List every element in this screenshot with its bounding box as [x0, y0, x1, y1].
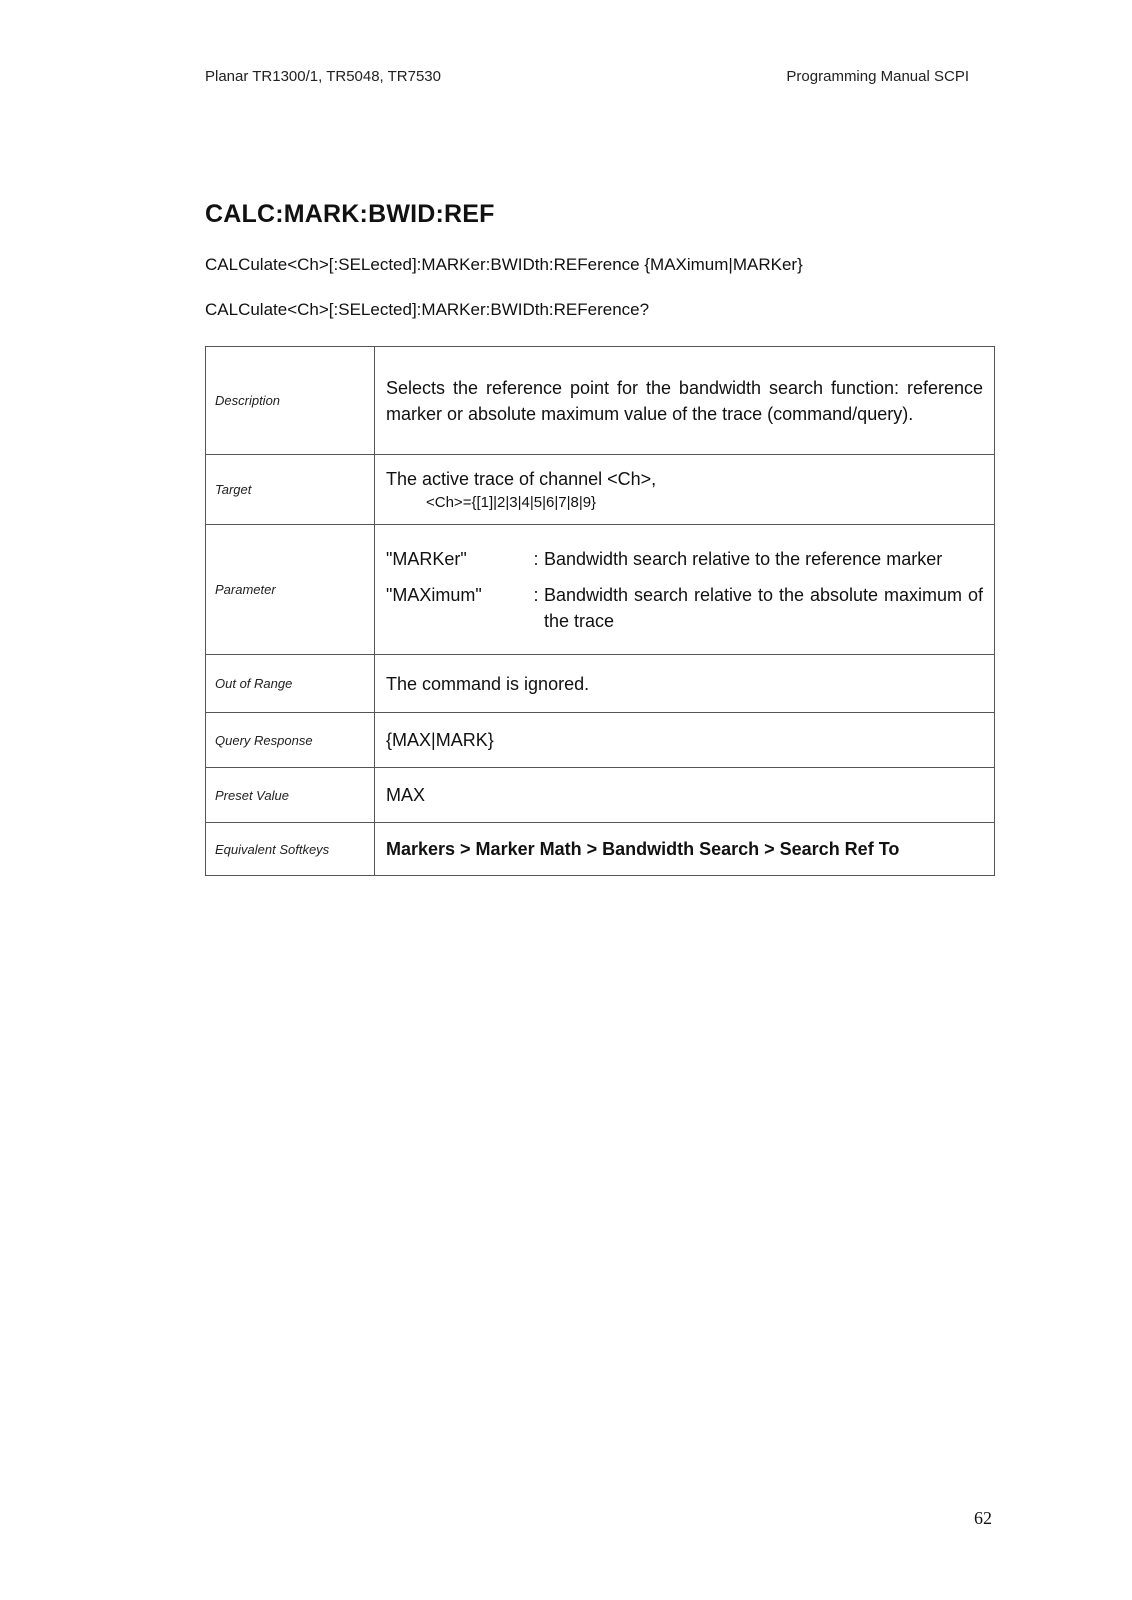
query-response-row: [206, 713, 995, 768]
header-manual-title: Programming Manual SCPI: [786, 68, 969, 85]
preset-value-row: [206, 768, 995, 823]
target-channel-range: <Ch>={[1]|2|3|4|5|6|7|8|9}: [426, 493, 597, 511]
parameter-name-marker: "MARKer": [386, 548, 467, 569]
parameter-row: [206, 525, 995, 655]
out-of-range-text: The command is ignored.: [375, 655, 995, 713]
query-syntax: CALCulate<Ch>[:SELected]:MARKer:BWIDth:REFerence?: [205, 300, 650, 319]
parameter-desc-maximum: Bandwidth search relative to the absolute maximum of the trace: [544, 584, 983, 631]
parameter-desc-marker: Bandwidth search relative to the reference marker: [544, 548, 943, 569]
preset-value-label: Preset Value: [206, 768, 375, 823]
command-spec-table: [205, 346, 995, 876]
target-label: Target: [206, 455, 375, 525]
softkeys-label: Equivalent Softkeys: [206, 823, 375, 876]
parameter-separator: :: [533, 584, 539, 605]
target-row: [206, 455, 995, 525]
command-syntax: CALCulate<Ch>[:SELected]:MARKer:BWIDth:REFerence {MAXimum|MARKer}: [205, 255, 803, 274]
description-row: [206, 347, 995, 455]
out-of-range-row: [206, 655, 995, 713]
softkeys-row: [206, 823, 995, 876]
query-response-text: {MAX|MARK}: [375, 713, 995, 768]
description-label: Description: [206, 347, 375, 455]
parameter-cell: [375, 525, 995, 655]
header-product-name: Planar TR1300/1, TR5048, TR7530: [205, 68, 441, 85]
softkeys-path: Markers > Marker Math > Bandwidth Search > Search Ref To: [375, 823, 995, 876]
query-response-label: Query Response: [206, 713, 375, 768]
description-text: Selects the reference point for the bandwidth search function: reference marker or absolute maximum value of the trace (command/query).: [375, 347, 995, 455]
page-number: 62: [974, 1508, 992, 1528]
parameter-label: Parameter: [206, 525, 375, 655]
parameter-separator: :: [533, 548, 539, 569]
preset-value-text: MAX: [375, 768, 995, 823]
parameter-name-maximum: "MAXimum": [386, 584, 482, 605]
parameter-list: [386, 546, 983, 634]
command-title: CALC:MARK:BWID:REF: [205, 200, 495, 228]
target-cell: [375, 455, 995, 525]
out-of-range-label: Out of Range: [206, 655, 375, 713]
target-text: The active trace of channel <Ch>,: [386, 468, 657, 489]
